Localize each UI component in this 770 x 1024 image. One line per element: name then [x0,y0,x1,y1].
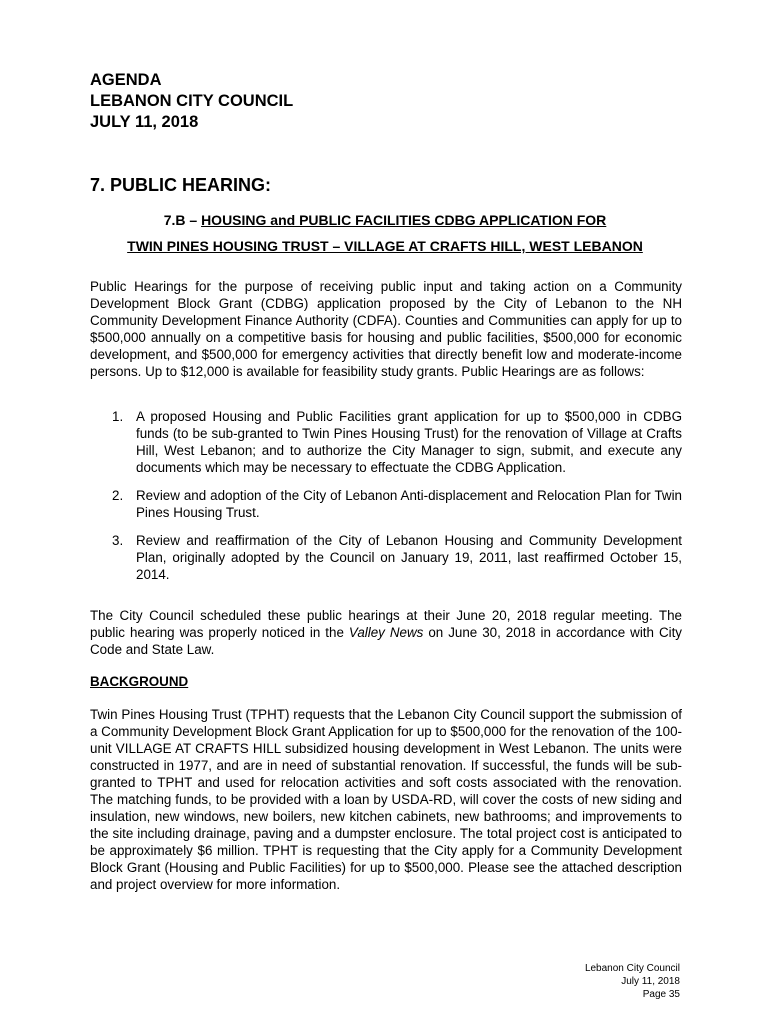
list-item-text: Review and adoption of the City of Lebanon Anti-displacement and Relocation Plan for Twin Pines Housing Trust. [136,488,682,520]
item-subtitle-line1 [90,212,680,228]
schedule-text-part2: on June 30, 2018 in accordance with City Code and State Law. [90,625,683,657]
footer-date: July 11, 2018 [621,976,680,987]
section-title: 7. PUBLIC HEARING: [90,175,272,195]
list-item-text: Review and reaffirmation of the City of Lebanon Housing and Community Development Plan, originally adopted by the Council on January 19, 2011, last reaffirmed October 15, 2014. [136,533,682,582]
agenda-heading: AGENDA [90,71,162,89]
page-footer [585,962,680,1001]
list-item [90,532,682,583]
document-header [90,70,293,133]
item-title-part1: HOUSING and PUBLIC FACILITIES CDBG APPLICATION FOR [201,212,607,228]
council-heading: LEBANON CITY COUNCIL [90,92,294,110]
list-item-number: 2. [112,488,124,503]
list-item [90,487,682,521]
date-heading: JULY 11, 2018 [90,113,199,131]
list-item-number: 1. [112,409,124,424]
intro-paragraph: Public Hearings for the purpose of receiving public input and taking action on a Community Development Block Grant (CDBG) application proposed by the City of Lebanon to the NH Community Development Finance Authority (CDFA). Counties and Communities can apply for up to $500,000 annually on a competitive basis for housing and public facilities, $500,000 for economic development, and $500,000 for emergency activities that directly benefit low and moderate-income persons. Up to $12,000 is available for feasibility study grants. Public Hearings are as follows: [90,279,682,379]
background-paragraph: Twin Pines Housing Trust (TPHT) requests that the Lebanon City Council support the submission of a Community Development Block Grant Application for up to $500,000 for the renovation of the 100-unit VILLAGE AT CRAFTS HILL subsidized housing development in West Lebanon. The units were constructed in 1977, and are in need of substantial renovation. If successful, the funds will be sub-granted to TPHT and used for relocation activities and soft costs associated with the renovation. The matching funds, to be provided with a loan by USDA-RD, will cover the costs of new siding and insulation, new windows, new boilers, new kitchen cabinets, new bathrooms; and improvements to the site including drainage, paving and a dumpster enclosure. The total project cost is anticipated to be approximately $6 million. TPHT is requesting that the City apply for a Community Development Block Grant (Housing and Public Facilities) for up to $500,000. Please see the attached description and project overview for more information. [90,707,682,892]
background-heading: BACKGROUND [90,674,189,689]
footer-council: Lebanon City Council [584,963,680,974]
page-number: Page 35 [642,989,680,1000]
schedule-paragraph [90,607,682,658]
list-item-text: A proposed Housing and Public Facilities grant application for up to $500,000 in CDBG funds (to be sub-granted to Twin Pines Housing Trust) for the renovation of Village at Crafts Hill, West Lebanon; and to authorize the City Manager to sign, submit, and execute any documents which may be necessary to effectuate the CDBG Application. [136,409,682,475]
list-item-number: 3. [112,533,124,548]
schedule-text-part1: The City Council scheduled these public hearings at their June 20, 2018 regular meeting. The public hearing was properly noticed in the [90,608,682,640]
hearings-list [90,408,682,594]
item-number: 7.B – [163,212,202,228]
item-subtitle-line2 [90,238,680,254]
item-title-part2: TWIN PINES HOUSING TRUST – VILLAGE AT CRAFTS HILL, WEST LEBANON [127,238,643,254]
list-item [90,408,682,476]
newspaper-name: Valley News [348,625,424,640]
